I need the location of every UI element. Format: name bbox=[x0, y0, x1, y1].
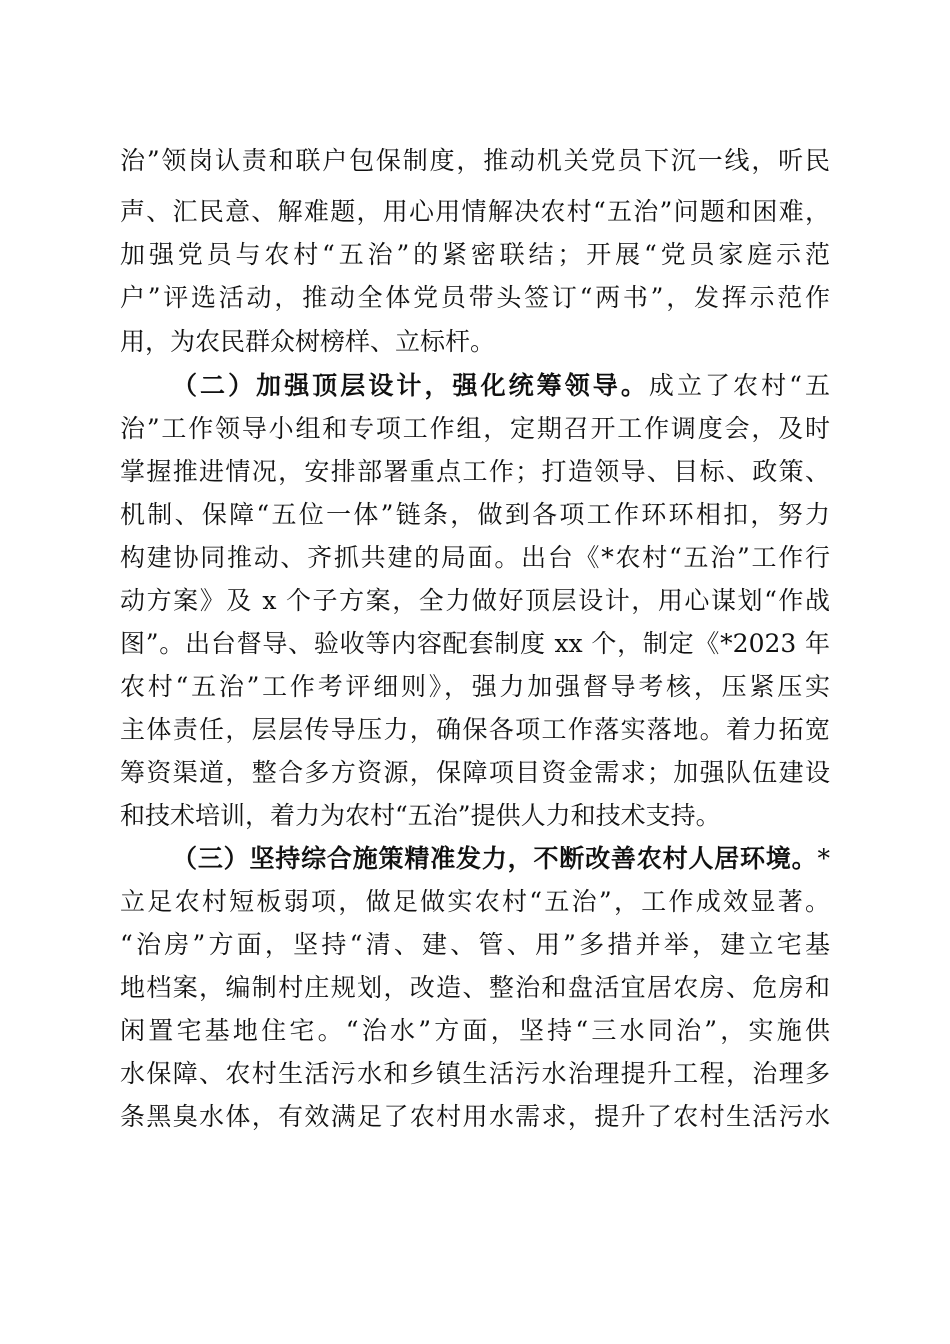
paragraph-3-line-7: 条黑臭水体，有效满足了农村用水需求，提升了农村生活污水 bbox=[120, 1102, 830, 1131]
paragraph-2-line-11: 和技术培训，着力为农村“五治”提供人力和技术支持。 bbox=[120, 801, 721, 830]
paragraph-2-line-1 bbox=[120, 367, 830, 405]
section-heading-3: （三）坚持综合施策精准发力，不断改善农村人居环境。 bbox=[172, 844, 818, 873]
paragraph-2-line-6: 动方案》及 x 个子方案，全力做好顶层设计，用心谋划“作战 bbox=[120, 586, 830, 615]
paragraph-1-line-2: 声、汇民意、解难题，用心用情解决农村“五治”问题和困难， bbox=[120, 197, 830, 226]
paragraph-1-line-1: 治”领岗认责和联户包保制度，推动机关党员下沉一线，听民 bbox=[120, 146, 830, 175]
paragraph-3-line-6: 水保障、农村生活污水和乡镇生活污水治理提升工程，治理多 bbox=[120, 1059, 830, 1088]
paragraph-2-line-1-text: 成立了农村“五 bbox=[648, 371, 830, 400]
paragraph-3-line-4: 地档案，编制村庄规划，改造、整治和盘活宜居农房、危房和 bbox=[120, 973, 830, 1002]
paragraph-2-line-2: 治”工作领导小组和专项工作组，定期召开工作调度会，及时 bbox=[120, 414, 830, 443]
paragraph-3-line-1 bbox=[120, 840, 830, 878]
paragraph-1-line-3: 加强党员与农村“五治”的紧密联结；开展“党员家庭示范 bbox=[120, 240, 830, 269]
section-heading-2: （二）加强顶层设计，强化统筹领导。 bbox=[172, 371, 649, 400]
paragraph-2-line-7: 图”。出台督导、验收等内容配套制度 xx 个，制定《*2023 年 bbox=[120, 629, 830, 658]
paragraph-3-line-5: 闲置宅基地住宅。“治水”方面，坚持“三水同治”，实施供 bbox=[120, 1016, 830, 1045]
paragraph-2-line-4: 机制、保障“五位一体”链条，做到各项工作环环相扣，努力 bbox=[120, 500, 830, 529]
paragraph-2-line-9: 主体责任，层层传导压力，确保各项工作落实落地。着力拓宽 bbox=[120, 715, 830, 744]
paragraph-2-line-8: 农村“五治”工作考评细则》，强力加强督导考核，压紧压实 bbox=[120, 672, 830, 701]
paragraph-2-line-3: 掌握推进情况，安排部署重点工作；打造领导、目标、政策、 bbox=[120, 457, 830, 486]
paragraph-2-line-5: 构建协同推动、齐抓共建的局面。出台《*农村“五治”工作行 bbox=[120, 543, 830, 572]
paragraph-1-line-4: 户”评选活动，推动全体党员带头签订“两书”，发挥示范作 bbox=[120, 283, 830, 312]
paragraph-3-line-1-text: * bbox=[817, 844, 830, 873]
paragraph-2-line-10: 筹资渠道，整合多方资源，保障项目资金需求；加强队伍建设 bbox=[120, 758, 830, 787]
paragraph-1-line-5: 用，为农民群众树榜样、立标杆。 bbox=[120, 327, 496, 356]
paragraph-3-line-2: 立足农村短板弱项，做足做实农村“五治”，工作成效显著。 bbox=[120, 887, 830, 916]
paragraph-3-line-3: “治房”方面，坚持“清、建、管、用”多措并举，建立宅基 bbox=[120, 930, 830, 959]
